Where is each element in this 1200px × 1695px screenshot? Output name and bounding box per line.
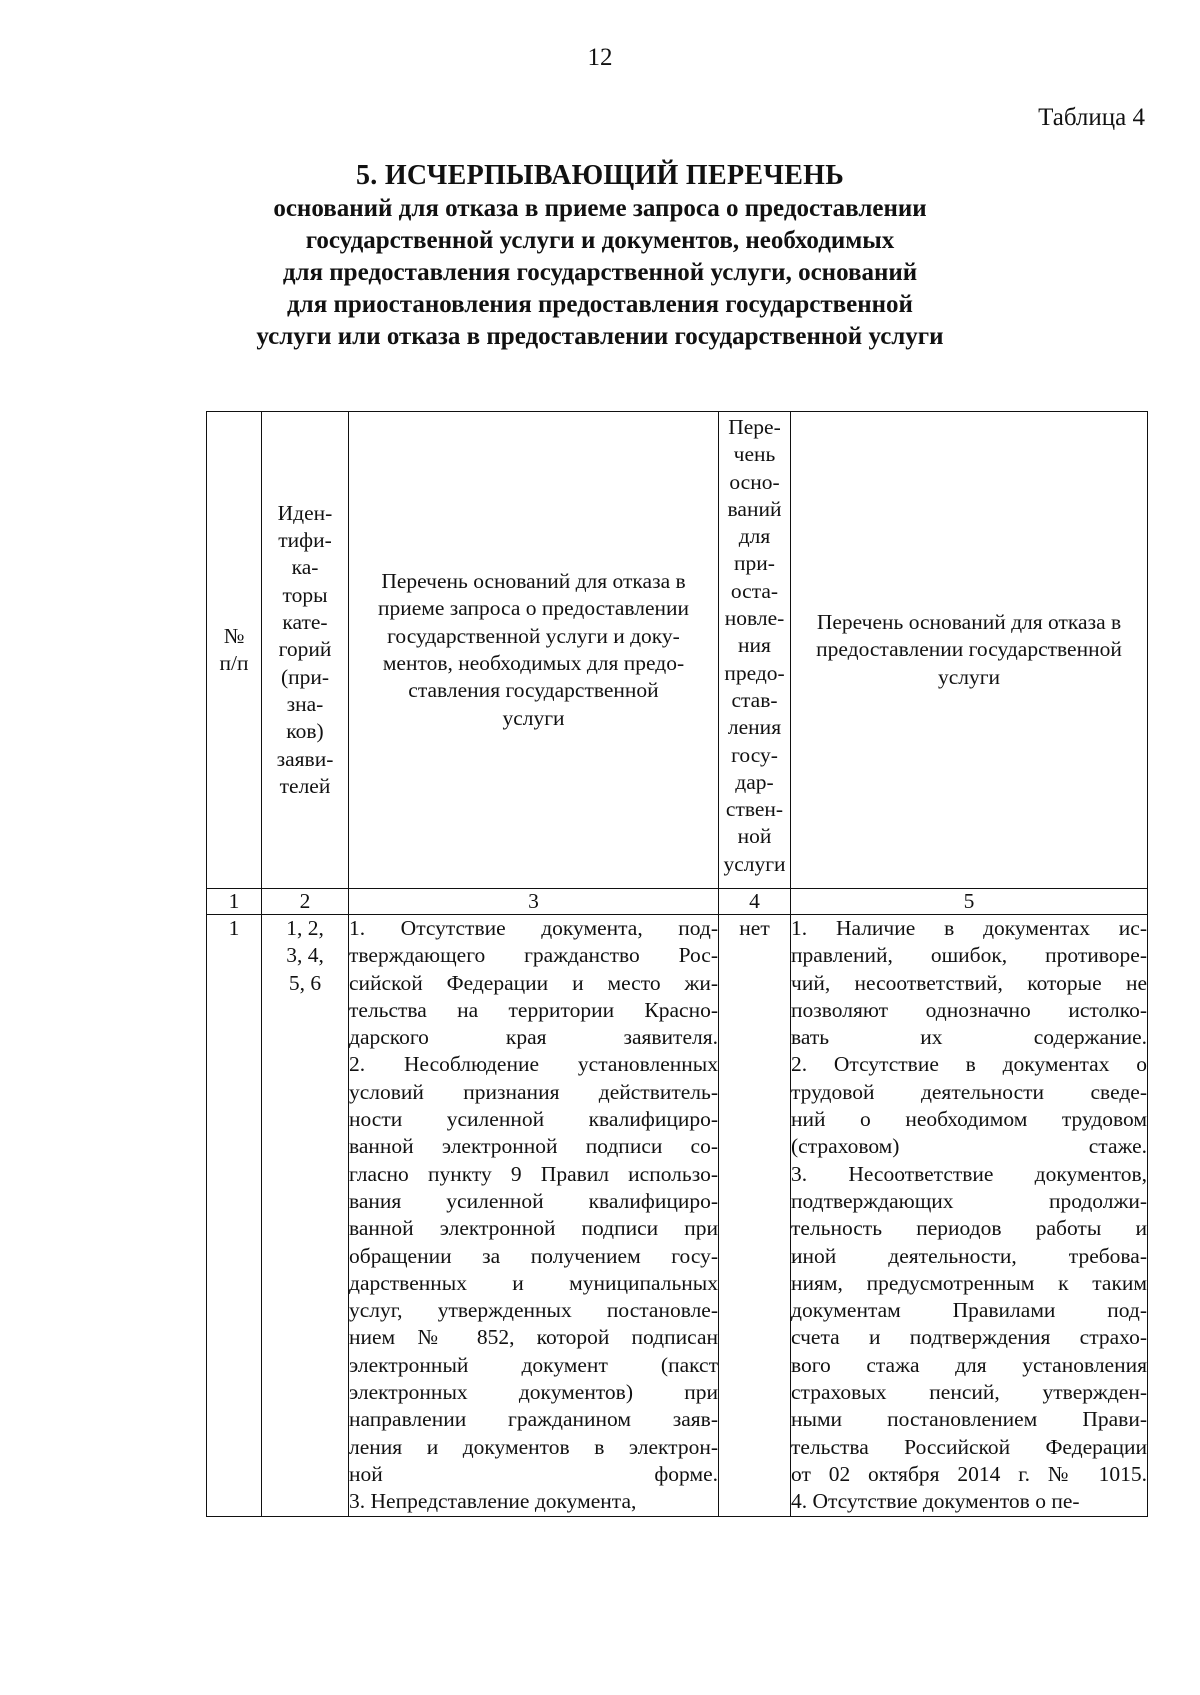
text-line: 1, 2, bbox=[286, 916, 324, 940]
text-line: оста- bbox=[730, 578, 779, 603]
text-line: трудовой деятельности сведе- bbox=[791, 1079, 1147, 1104]
text-line: для bbox=[738, 524, 771, 549]
text-line: предоставлении государственной bbox=[816, 637, 1122, 662]
text-line: ными постановлением Прави- bbox=[791, 1407, 1147, 1432]
table-row bbox=[207, 915, 1148, 1517]
text-line: ниям, предусмотренным к таким bbox=[791, 1270, 1147, 1295]
text-line: Пере- bbox=[728, 415, 781, 439]
text-line: торы bbox=[282, 582, 328, 607]
text-line: вать их содержание. bbox=[791, 1025, 1147, 1050]
header-service-refusal-grounds bbox=[791, 412, 1148, 889]
column-number: 4 bbox=[719, 889, 791, 915]
text-line: став- bbox=[731, 687, 778, 712]
text-line: ваний bbox=[727, 496, 782, 521]
text-line: чий, несоответствий, которые не bbox=[791, 970, 1147, 995]
text-line: 4. Отсутствие документов о пе- bbox=[791, 1489, 1080, 1514]
text-line: тверждающего гражданство Рос- bbox=[349, 943, 718, 968]
text-line: № bbox=[223, 623, 245, 648]
text-line: нием № 852, которой подписан bbox=[349, 1325, 718, 1350]
row-service-refusal-grounds bbox=[791, 915, 1148, 1517]
text-line: 5, 6 bbox=[288, 970, 322, 995]
text-line: от 02 октября 2014 г. № 1015. bbox=[791, 1461, 1147, 1486]
document-heading bbox=[0, 158, 1200, 353]
header-applicant-identifiers bbox=[262, 412, 349, 889]
heading-line: для предоставления государственной услуги, оснований bbox=[282, 259, 918, 286]
text-line: тифи- bbox=[278, 528, 332, 553]
text-line: сийской Федерации и место жи- bbox=[349, 970, 718, 995]
text-line: ванной электронной подписи при bbox=[349, 1216, 718, 1241]
row-number: 1 bbox=[207, 915, 262, 1517]
text-line: ния bbox=[738, 633, 771, 658]
header-request-refusal-grounds bbox=[349, 412, 719, 889]
header-suspension-grounds bbox=[719, 412, 791, 889]
table-label: Таблица 4 bbox=[1038, 104, 1145, 131]
column-number: 3 bbox=[349, 889, 719, 915]
text-line: Иден- bbox=[277, 500, 333, 525]
refusal-grounds-table bbox=[206, 411, 1148, 1517]
text-line: 1. Наличие в документах ис- bbox=[791, 916, 1147, 940]
heading-line: оснований для отказа в приеме запроса о предоставлении bbox=[273, 195, 927, 222]
text-line: при- bbox=[734, 551, 775, 576]
text-line: ний о необходимом трудовом bbox=[791, 1107, 1147, 1132]
text-line: новле- bbox=[724, 606, 785, 631]
text-line: ности усиленной квалифициро- bbox=[349, 1107, 718, 1132]
text-line: ления и документов в электрон- bbox=[349, 1434, 718, 1459]
text-line: дарственных и муниципальных bbox=[349, 1270, 718, 1295]
text-line: (страховом) стаже. bbox=[791, 1134, 1147, 1159]
text-line: иной деятельности, требова- bbox=[791, 1243, 1147, 1268]
text-line: тельность периодов работы и bbox=[791, 1216, 1147, 1241]
text-line: услуги bbox=[502, 705, 565, 730]
text-line: 2. Несоблюдение установленных bbox=[349, 1052, 718, 1077]
text-line: телей bbox=[279, 773, 331, 798]
text-line: счета и подтверждения страхо- bbox=[791, 1325, 1147, 1350]
text-line: позволяют однозначно истолко- bbox=[791, 997, 1147, 1022]
table-header-row bbox=[207, 412, 1148, 889]
text-line: вого стажа для установления bbox=[791, 1352, 1147, 1377]
text-line: тельства на территории Красно- bbox=[349, 997, 718, 1022]
column-number-row bbox=[207, 889, 1148, 915]
text-line: 3, 4, bbox=[286, 943, 324, 968]
text-line: ной bbox=[737, 824, 772, 849]
text-line: обращении за получением госу- bbox=[349, 1243, 718, 1268]
header-number bbox=[207, 412, 262, 889]
text-line: чень bbox=[733, 442, 776, 467]
text-line: ставления государственной bbox=[408, 678, 659, 703]
text-line: ментов, необходимых для предо- bbox=[382, 651, 685, 675]
text-line: 1. Отсутствие документа, под- bbox=[349, 916, 718, 940]
text-line: направлении гражданином заяв- bbox=[349, 1407, 718, 1432]
text-line: ванной электронной подписи со- bbox=[349, 1134, 718, 1159]
text-line: подтверждающих продолжи- bbox=[791, 1188, 1147, 1213]
column-number: 2 bbox=[262, 889, 349, 915]
page-number: 12 bbox=[587, 44, 613, 71]
text-line: дарского края заявителя. bbox=[349, 1025, 718, 1050]
text-line: 3. Несоответствие документов, bbox=[791, 1161, 1147, 1186]
heading-line: для приостановления предоставления государственной bbox=[287, 291, 913, 318]
text-line: приеме запроса о предоставлении bbox=[377, 596, 690, 621]
text-line: Перечень оснований для отказа в bbox=[381, 569, 686, 594]
column-number: 1 bbox=[207, 889, 262, 915]
text-line: 2. Отсутствие в документах о bbox=[791, 1052, 1147, 1077]
text-line: предо- bbox=[724, 660, 785, 685]
text-line: п/п bbox=[219, 651, 249, 675]
text-line: ствен- bbox=[725, 797, 784, 822]
text-line: дар- bbox=[735, 769, 774, 794]
text-line: документам Правилами под- bbox=[791, 1298, 1147, 1323]
text-line: Перечень оснований для отказа в bbox=[816, 610, 1122, 635]
text-line: зна- bbox=[286, 691, 324, 716]
text-line: осно- bbox=[729, 469, 780, 494]
text-line: горий bbox=[278, 637, 332, 662]
text-line: ков) bbox=[286, 719, 324, 744]
row-identifiers bbox=[262, 915, 349, 1517]
text-line: госу- bbox=[731, 742, 778, 767]
heading-line: услуги или отказа в предоставлении государственной услуги bbox=[256, 323, 944, 350]
text-line: ка- bbox=[291, 555, 319, 580]
text-line: тельства Российской Федерации bbox=[791, 1434, 1147, 1459]
text-line: условий признания действитель- bbox=[349, 1079, 718, 1104]
text-line: страховых пенсий, утвержден- bbox=[791, 1380, 1147, 1405]
heading-title: 5. ИСЧЕРПЫВАЮЩИЙ ПЕРЕЧЕНЬ bbox=[355, 160, 845, 191]
text-line: ной форме. bbox=[349, 1461, 718, 1486]
column-number: 5 bbox=[791, 889, 1148, 915]
text-line: ления bbox=[727, 715, 782, 740]
text-line: заяви- bbox=[276, 746, 334, 771]
text-line: кате- bbox=[282, 610, 328, 635]
text-line: государственной услуги и доку- bbox=[387, 623, 680, 648]
text-line: (при- bbox=[280, 664, 330, 689]
text-line: услуги bbox=[937, 664, 1001, 689]
row-suspension-grounds: нет bbox=[719, 915, 791, 1517]
text-line: услуг, утвержденных постановле- bbox=[349, 1298, 718, 1323]
text-line: электронных документов) при bbox=[349, 1380, 718, 1405]
text-line: электронный документ (пакст bbox=[349, 1352, 718, 1377]
text-line: правлений, ошибок, противоре- bbox=[791, 943, 1147, 968]
heading-line: государственной услуги и документов, необходимых bbox=[305, 227, 895, 254]
text-line: услуги bbox=[723, 851, 786, 876]
text-line: вания усиленной квалифициро- bbox=[349, 1188, 718, 1213]
text-line: 3. Непредставление документа, bbox=[349, 1489, 637, 1514]
text-line: гласно пункту 9 Правил использо- bbox=[349, 1161, 718, 1186]
row-request-refusal-grounds bbox=[349, 915, 719, 1517]
